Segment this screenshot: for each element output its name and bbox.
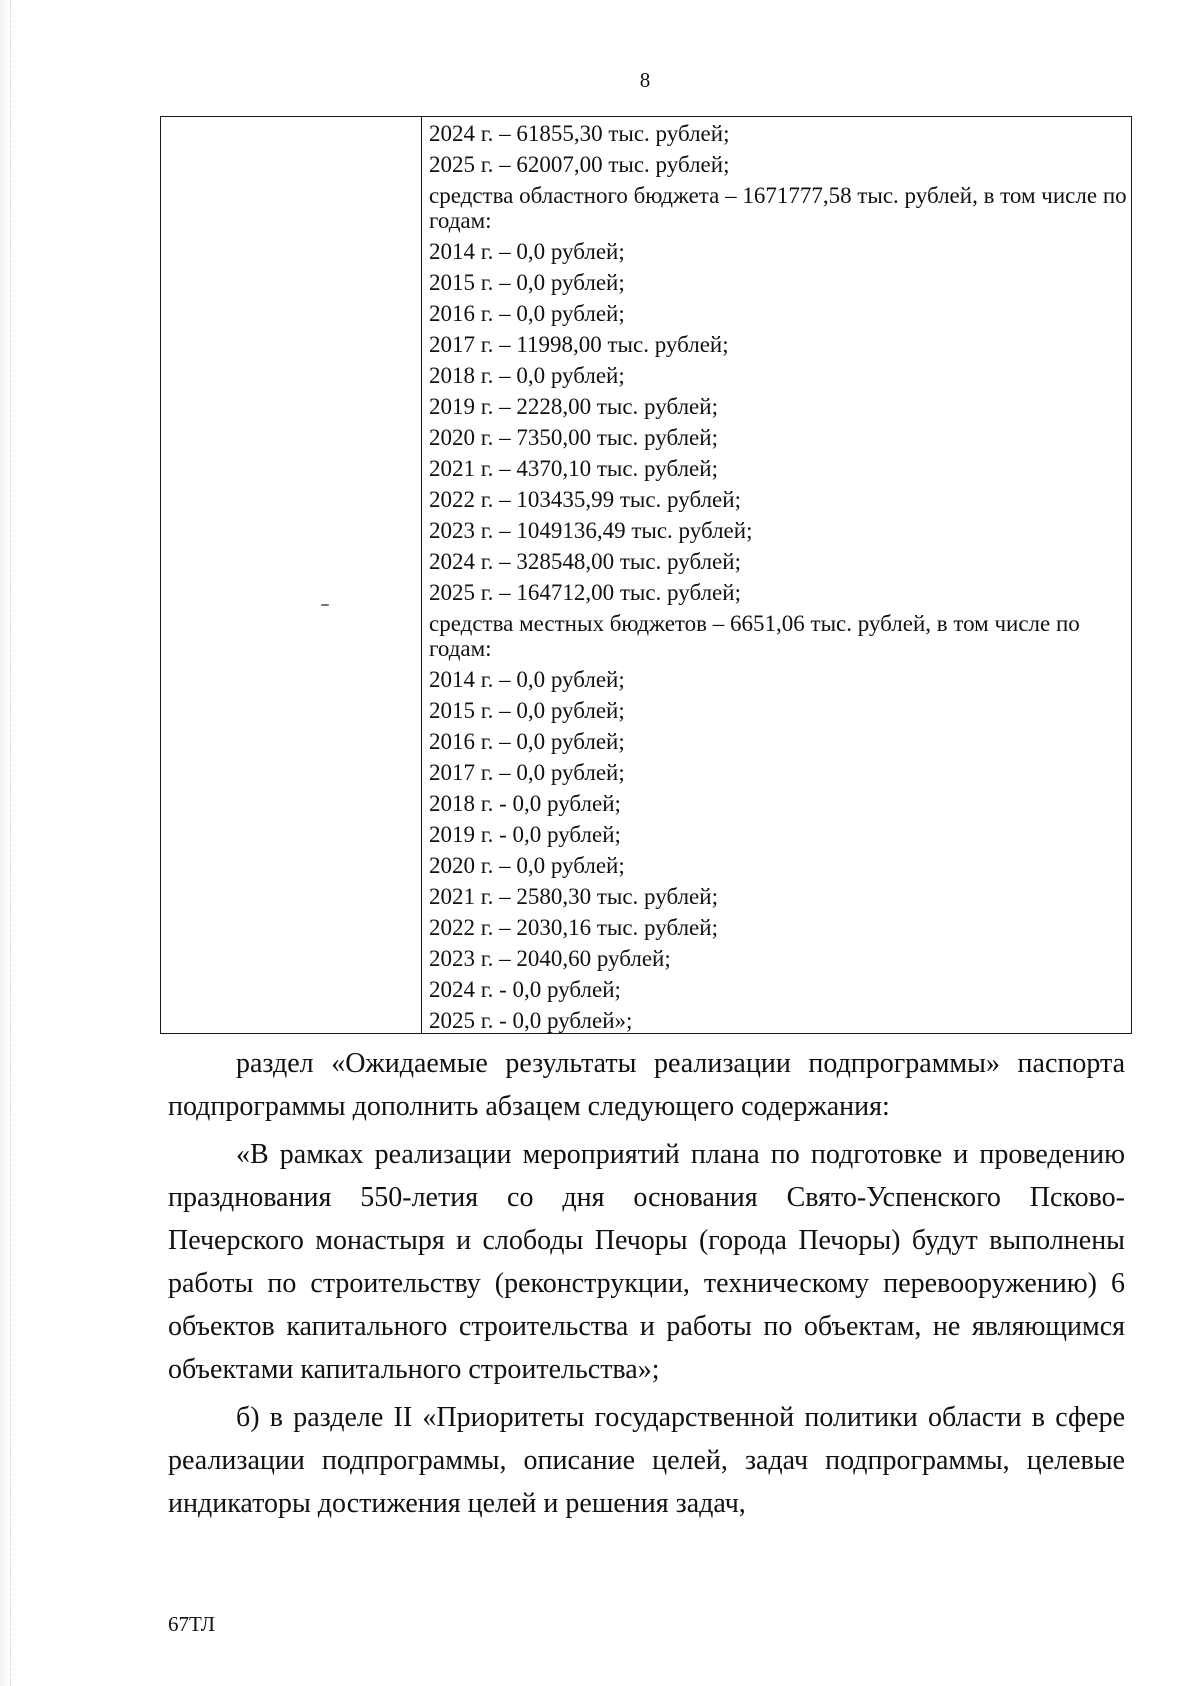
- funding-line: 2015 г. – 0,0 рублей;: [429, 270, 625, 295]
- funding-line: 2023 г. – 2040,60 рублей;: [429, 946, 671, 971]
- paragraph-quoted-addition: «В рамках реализации мероприятий плана по подготовке и проведению празднования 550-летия со дня основания Свято-Успенского Псково-Печерского монастыря и слободы Печоры (города Печоры) будут выполнены работы по строительству (реконструкции, техническому перевооружению) 6 объектов капитального строительства и работы по объектам, не являющимся объектами капитального строительства»;: [168, 1139, 1125, 1385]
- funding-line: 2019 г. – 2228,00 тыс. рублей;: [429, 394, 718, 419]
- document-body: [168, 1042, 1125, 1525]
- funding-line: 2016 г. – 0,0 рублей;: [429, 301, 625, 326]
- table-left-cell: [161, 117, 422, 1034]
- funding-line: 2014 г. – 0,0 рублей;: [429, 667, 625, 692]
- funding-line: 2020 г. – 7350,00 тыс. рублей;: [429, 425, 718, 450]
- funding-line: 2022 г. – 103435,99 тыс. рублей;: [429, 487, 741, 512]
- scan-speck: [321, 604, 329, 606]
- footer-document-code: 67ТЛ: [168, 1612, 216, 1636]
- table-right-cell: [422, 117, 1132, 1034]
- funding-line: 2021 г. – 2580,30 тыс. рублей;: [429, 884, 718, 909]
- funding-line: 2018 г. – 0,0 рублей;: [429, 363, 625, 388]
- paragraph-section-ii: б) в разделе II «Приоритеты государственной политики области в сфере реализации подпрограммы, описание целей, задач подпрограммы, целевые индикаторы достижения целей и решения задач,: [168, 1402, 1125, 1519]
- funding-line: 2021 г. – 4370,10 тыс. рублей;: [429, 456, 718, 481]
- funding-line: 2014 г. – 0,0 рублей;: [429, 239, 625, 264]
- funding-line: 2018 г. - 0,0 рублей;: [429, 791, 621, 816]
- funding-line: 2024 г. – 61855,30 тыс. рублей;: [429, 121, 730, 146]
- funding-line: 2019 г. - 0,0 рублей;: [429, 822, 621, 847]
- budget-table: [160, 116, 1132, 1034]
- funding-line: 2025 г. – 62007,00 тыс. рублей;: [429, 152, 730, 177]
- funding-line: 2025 г. – 164712,00 тыс. рублей;: [429, 580, 741, 605]
- funding-line: 2020 г. – 0,0 рублей;: [429, 853, 625, 878]
- paragraph-section-amendment: раздел «Ожидаемые результаты реализации подпрограммы» паспорта подпрограммы дополнить абзацем следующего содержания:: [168, 1048, 1125, 1122]
- funding-line: 2024 г. - 0,0 рублей;: [429, 977, 621, 1002]
- funding-line: 2015 г. – 0,0 рублей;: [429, 698, 625, 723]
- funding-heading-local: средства местных бюджетов – 6651,06 тыс. рублей, в том числе по годам:: [429, 611, 1080, 661]
- page-number: 8: [639, 68, 651, 92]
- scan-edge-shadow: [0, 0, 11, 1686]
- funding-line: 2024 г. – 328548,00 тыс. рублей;: [429, 549, 741, 574]
- funding-line: 2025 г. - 0,0 рублей»;: [429, 1008, 633, 1033]
- funding-line: 2017 г. – 0,0 рублей;: [429, 760, 625, 785]
- funding-line: 2022 г. – 2030,16 тыс. рублей;: [429, 915, 718, 940]
- funding-line: 2016 г. – 0,0 рублей;: [429, 729, 625, 754]
- funding-heading-regional: средства областного бюджета – 1671777,58 тыс. рублей, в том числе по годам:: [429, 183, 1127, 233]
- funding-line: 2023 г. – 1049136,49 тыс. рублей;: [429, 518, 753, 543]
- table-row: [161, 117, 1132, 1034]
- funding-line: 2017 г. – 11998,00 тыс. рублей;: [429, 332, 729, 357]
